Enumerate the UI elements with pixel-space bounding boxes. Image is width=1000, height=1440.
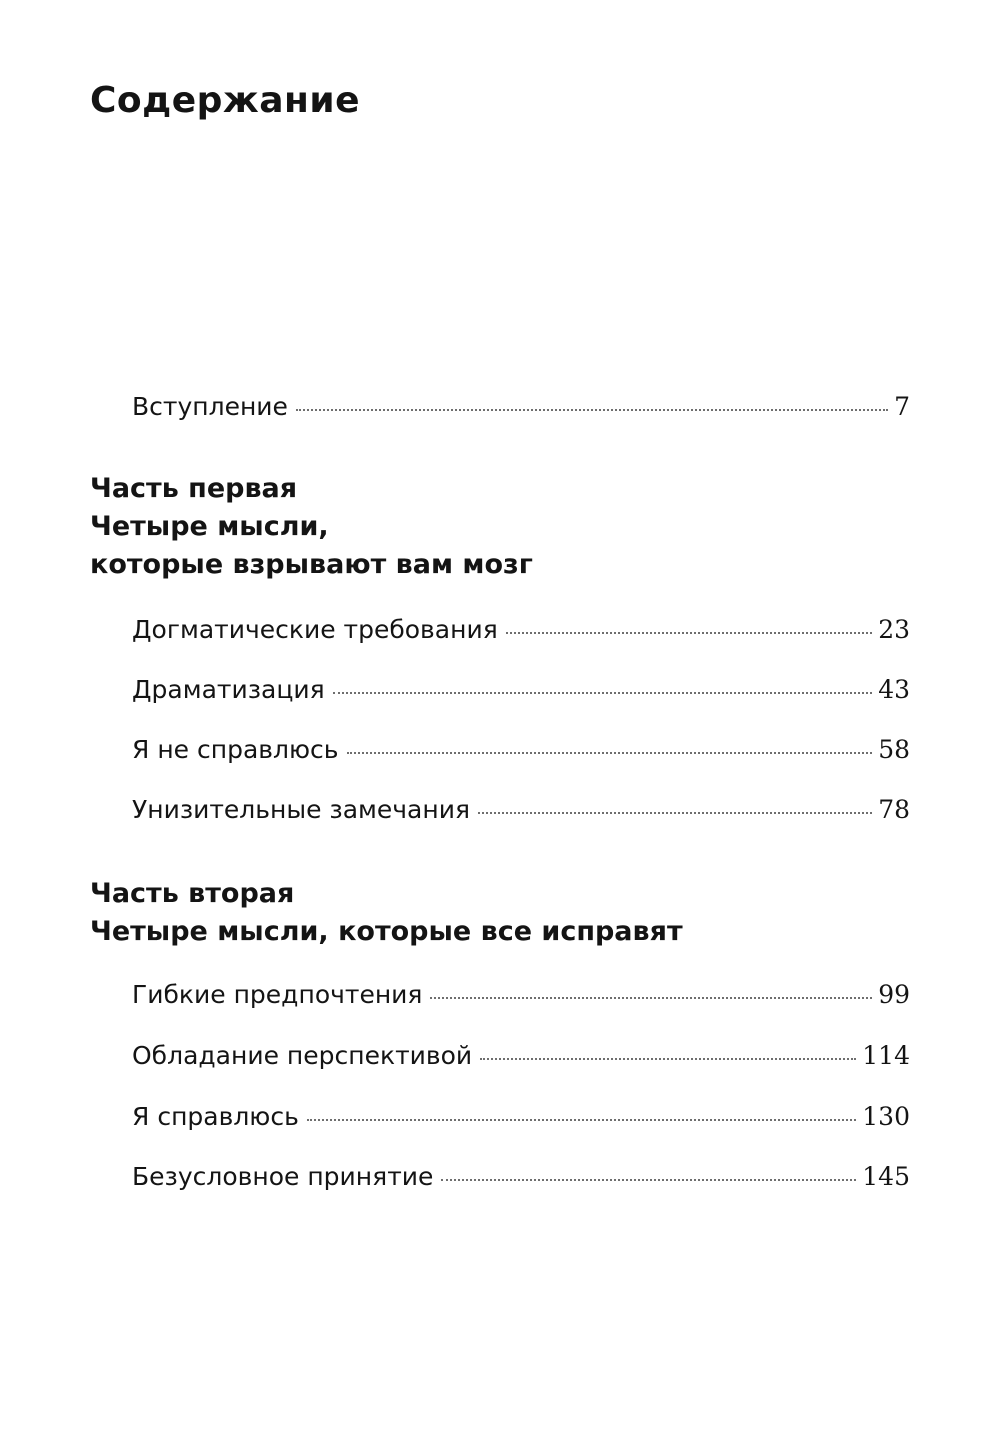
dot-leader xyxy=(480,1058,856,1060)
dot-leader xyxy=(347,752,873,754)
toc-page-number: 23 xyxy=(878,615,910,644)
part-heading-2 xyxy=(90,875,683,951)
dot-leader xyxy=(307,1119,856,1121)
toc-entry-intro[interactable] xyxy=(132,392,910,424)
part-heading-1 xyxy=(90,470,533,584)
toc-page-number: 99 xyxy=(878,980,910,1009)
toc-entry[interactable] xyxy=(132,1102,910,1134)
toc-entry[interactable] xyxy=(132,735,910,767)
toc-entry-label: Я справлюсь xyxy=(132,1102,299,1131)
toc-entry[interactable] xyxy=(132,795,910,827)
toc-page-number: 130 xyxy=(862,1102,910,1131)
toc-entry-label: Я не справлюсь xyxy=(132,735,339,764)
toc-entry-label: Безусловное принятие xyxy=(132,1162,434,1191)
toc-entry-label: Унизительные замечания xyxy=(132,795,471,824)
page-title: Содержание xyxy=(90,80,361,121)
part-title: Часть вторая xyxy=(90,878,295,909)
dot-leader xyxy=(478,812,872,814)
dot-leader xyxy=(441,1179,856,1181)
toc-entry-label: Догматические требования xyxy=(132,615,498,644)
toc-page-number: 114 xyxy=(862,1041,910,1070)
dot-leader xyxy=(506,632,872,634)
toc-page-number: 43 xyxy=(878,675,910,704)
toc-page-number: 78 xyxy=(878,795,910,824)
toc-entry-label: Гибкие предпочтения xyxy=(132,980,423,1009)
part-subtitle-line: Четыре мысли, xyxy=(90,511,329,542)
dot-leader xyxy=(333,692,873,694)
toc-page-number: 145 xyxy=(862,1162,910,1191)
toc-entry-label: Вступление xyxy=(132,392,288,421)
dot-leader xyxy=(296,409,888,411)
dot-leader xyxy=(430,997,872,999)
toc-entry[interactable] xyxy=(132,1162,910,1194)
part-title: Часть первая xyxy=(90,473,298,504)
toc-page-number: 58 xyxy=(878,735,910,764)
toc-entry[interactable] xyxy=(132,675,910,707)
toc-entry-label: Обладание перспективой xyxy=(132,1041,473,1070)
toc-entry[interactable] xyxy=(132,615,910,647)
toc-entry[interactable] xyxy=(132,980,910,1012)
toc-entry[interactable] xyxy=(132,1041,910,1073)
part-subtitle-line: Четыре мысли, которые все исправят xyxy=(90,916,683,947)
toc-page-number: 7 xyxy=(894,392,910,421)
part-subtitle-line: которые взрывают вам мозг xyxy=(90,549,533,580)
toc-entry-label: Драматизация xyxy=(132,675,325,704)
